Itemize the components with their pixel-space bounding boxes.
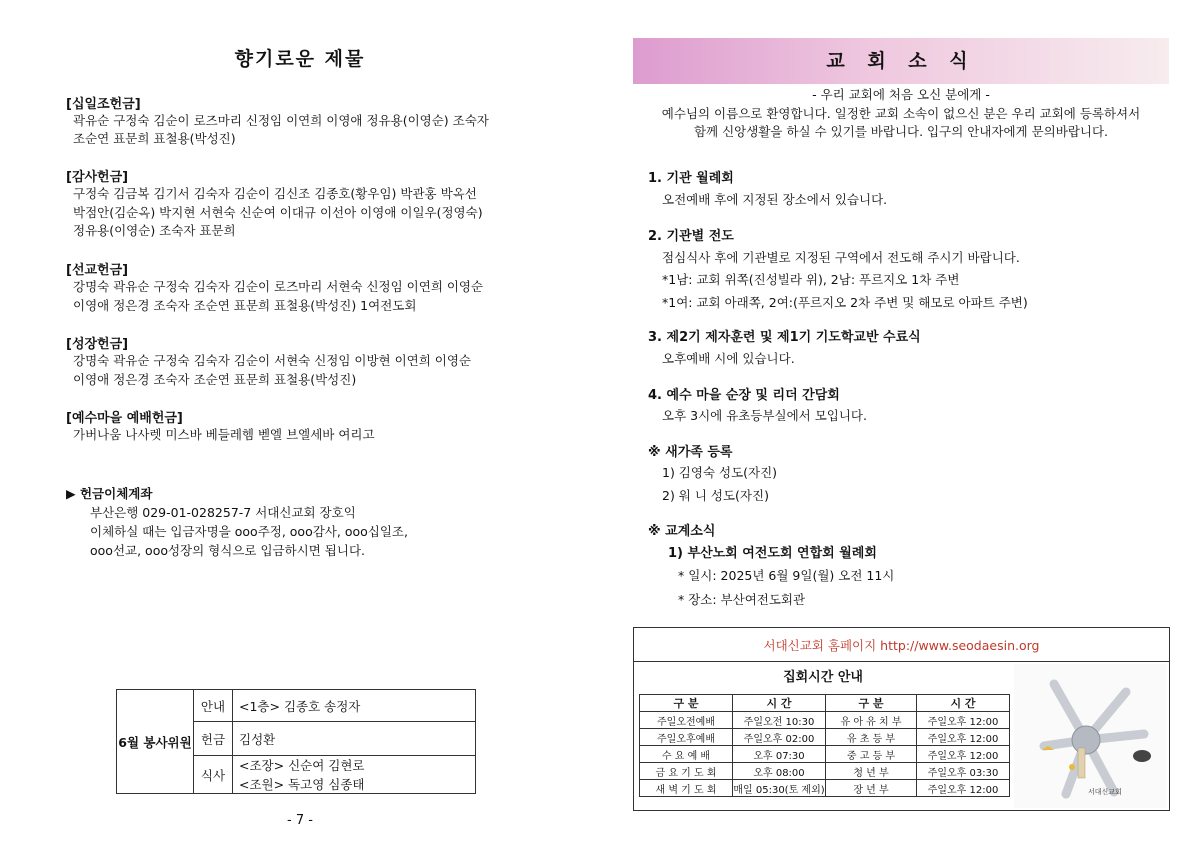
volunteer-label: 6월 봉사위원 — [117, 690, 194, 794]
section-line: 2) 워 니 성도(자진) — [662, 488, 769, 503]
meal-value-members: <조원> 독고영 심종태 — [233, 775, 476, 794]
transfer-line: 부산은행 029-01-028257-7 서대신교회 장호익 — [90, 505, 356, 520]
table-cell: 매일 05:30(토 제외) — [733, 780, 826, 797]
table-cell: 주일오전 10:30 — [733, 712, 826, 729]
offering-head-mission: [선교헌금] — [66, 263, 129, 278]
meal-value-leader: <조장> 신순여 김현로 — [233, 756, 476, 775]
homepage-link[interactable]: 서대신교회 홈페이지 http://www.seodaesin.org — [763, 638, 1040, 653]
welcome-subtitle: - 우리 교회에 처음 오신 분에게 - — [812, 87, 990, 102]
table-header: 구 분 — [640, 695, 733, 712]
section-line: 점심식사 후에 기관별로 지정된 구역에서 전도해 주시기 바랍니다. — [662, 250, 1020, 265]
church-news-title: 교 회 소 식 — [633, 38, 1169, 84]
section-line: * 장소: 부산여전도회관 — [678, 592, 806, 607]
offering-line: 구정숙 김금복 김기서 김숙자 김순이 김신조 김종호(황우임) 박관홍 박옥선 — [73, 186, 477, 201]
offering-line: 박점안(김순옥) 박지현 서현숙 신순여 이대규 이선아 이영애 이일우(정영숙) — [73, 205, 483, 220]
table-cell: 주일오후예배 — [640, 729, 733, 746]
page-number: - 7 - — [287, 813, 313, 828]
table-cell: 중 고 등 부 — [826, 746, 917, 763]
welcome-line: 예수님의 이름으로 환영합니다. 일정한 교회 소속이 없으신 분은 우리 교회에 등록하셔서 — [661, 106, 1141, 121]
table-cell: 주일오후 02:00 — [733, 729, 826, 746]
table-row — [640, 780, 1010, 797]
section-head: 1. 기관 월례회 — [648, 171, 734, 186]
offering-label: 헌금 — [194, 722, 233, 756]
section-line: 오후예배 시에 있습니다. — [662, 351, 795, 366]
offering-head-tithe: [십일조헌금] — [66, 97, 141, 112]
offering-line: 이영애 정은경 조숙자 조순연 표문희 표철용(박성진) — [73, 372, 357, 387]
section-head: ※ 교계소식 — [648, 524, 716, 539]
table-cell: 유 초 등 부 — [826, 729, 917, 746]
table-row — [640, 746, 1010, 763]
section-head: 2. 기관별 전도 — [648, 229, 734, 244]
map-church-label: 서대신교회 — [1088, 788, 1122, 796]
table-cell: 주일오후 12:00 — [917, 780, 1010, 797]
church-location-map — [1014, 664, 1166, 808]
table-header: 시 간 — [917, 695, 1010, 712]
offering-line: 강명숙 곽유순 구정숙 김숙자 김순이 서현숙 신정임 이방현 이연희 이영순 — [73, 353, 472, 368]
offering-line: 이영애 정은경 조숙자 조순연 표문희 표철용(박성진) 1여전도회 — [73, 298, 417, 313]
section-line: *1남: 교회 위쪽(진성빌라 위), 2남: 푸르지오 1차 주변 — [662, 272, 960, 287]
table-cell: 오후 08:00 — [733, 763, 826, 780]
offering-line: 강명숙 곽유순 구정숙 김숙자 김순이 로즈마리 서현숙 신정임 이연희 이영순 — [73, 279, 484, 294]
section-line: * 일시: 2025년 6월 9일(월) 오전 11시 — [678, 568, 895, 583]
transfer-heading: ▶ 헌금이체계좌 — [66, 486, 153, 501]
volunteer-table — [116, 689, 476, 794]
table-row — [640, 729, 1010, 746]
schedule-title: 집회시간 안내 — [783, 670, 863, 685]
section-line: *1여: 교회 아래쪽, 2여:(푸르지오 2차 주변 및 해모로 아파트 주변) — [662, 295, 1028, 310]
section-line: 오전예배 후에 지정된 장소에서 있습니다. — [662, 192, 888, 207]
table-row — [640, 712, 1010, 729]
table-row — [640, 763, 1010, 780]
transfer-line: ooo선교, ooo성장의 형식으로 입금하시면 됩니다. — [90, 543, 366, 558]
table-cell: 오후 07:30 — [733, 746, 826, 763]
offering-line: 가버나움 나사렛 미스바 베들레헴 벧엘 브엘세바 여리고 — [73, 427, 375, 442]
section-subhead: 1) 부산노회 여전도회 연합회 월례회 — [668, 546, 877, 561]
welcome-line: 함께 신앙생활을 하실 수 있기를 바랍니다. 입구의 안내자에게 문의바랍니다. — [693, 124, 1109, 139]
transfer-line: 이체하실 때는 입금자명을 ooo주정, ooo감사, ooo십일조, — [90, 524, 408, 539]
table-header: 시 간 — [733, 695, 826, 712]
table-cell: 수 요 예 배 — [640, 746, 733, 763]
table-cell: 주일오전예배 — [640, 712, 733, 729]
offering-line: 곽유순 구정숙 김순이 로즈마리 신정임 이연희 이영애 정유용(이영순) 조숙자 — [73, 113, 489, 128]
section-line: 1) 김영숙 성도(자진) — [662, 465, 778, 480]
offering-head-village: [예수마을 예배헌금] — [66, 411, 183, 426]
church-info-box — [633, 627, 1170, 811]
offering-line: 정유용(이영순) 조숙자 표문희 — [73, 223, 236, 238]
table-cell: 유 아 유 치 부 — [826, 712, 917, 729]
table-cell: 금 요 기 도 회 — [640, 763, 733, 780]
schedule-table — [639, 694, 1010, 797]
section-head: 3. 제2기 제자훈련 및 제1기 기도학교반 수료식 — [648, 330, 921, 345]
table-cell: 청 년 부 — [826, 763, 917, 780]
table-cell: 장 년 부 — [826, 780, 917, 797]
meal-label: 식사 — [194, 756, 233, 794]
offering-value: 김성환 — [233, 722, 476, 756]
section-head: 4. 예수 마을 순장 및 리더 간담회 — [648, 388, 840, 403]
offering-line: 조순연 표문희 표철용(박성진) — [73, 131, 236, 146]
table-cell: 주일오후 03:30 — [917, 763, 1010, 780]
section-line: 오후 3시에 유초등부실에서 모입니다. — [662, 408, 867, 423]
guide-value: <1층> 김종호 송정자 — [233, 690, 476, 722]
offering-head-growth: [성장헌금] — [66, 337, 129, 352]
table-header: 구 분 — [826, 695, 917, 712]
offerings-title: 향기로운 제물 — [234, 48, 366, 70]
table-cell: 주일오후 12:00 — [917, 712, 1010, 729]
divider — [634, 661, 1169, 662]
table-cell: 주일오후 12:00 — [917, 746, 1010, 763]
offering-head-thanks: [감사헌금] — [66, 170, 129, 185]
guide-label: 안내 — [194, 690, 233, 722]
section-head: ※ 새가족 등록 — [648, 445, 733, 460]
table-cell: 주일오후 12:00 — [917, 729, 1010, 746]
table-cell: 새 벽 기 도 회 — [640, 780, 733, 797]
